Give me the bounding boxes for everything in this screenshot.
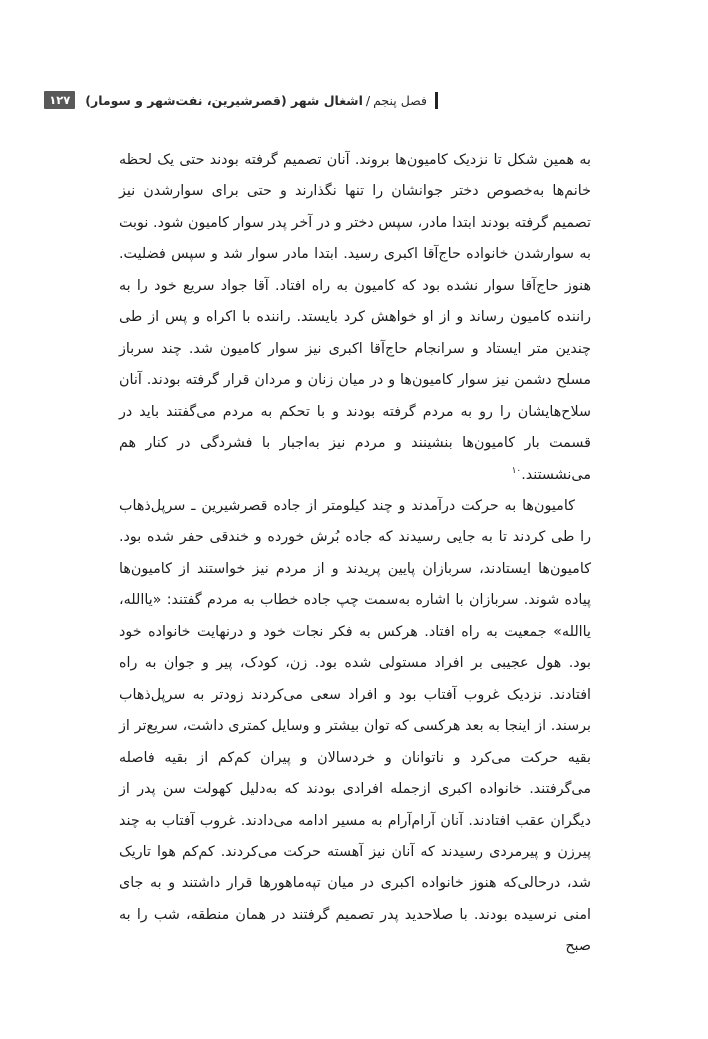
header-text bbox=[85, 93, 427, 108]
footnote-reference: ۱۰ bbox=[511, 465, 522, 476]
running-header bbox=[38, 89, 438, 111]
paragraph-1-text: به همین شکل تا نزدیک کامیون‌ها بروند. آنان تصمیم گرفته بودند حتی یک لحظه خانم‌ها به‌خصوص دختر جوانشان را تنها نگذارند و حتی برای سوارشدن نیز تصمیم گرفته بودند ابتدا مادر، سپس دختر و در آخر پدر سوار کامیون شود. نوبت به سوارشدن خانواده حاج‌آقا اکبری رسید. ابتدا مادر سوار شد و سپس فضلیت. هنوز حاج‌آقا سوار نشده بود که کامیون به راه افتاد. آقا جواد سریع خود را به راننده کامیون رساند و از او خواهش کرد بایستد. راننده با اکراه و پس از طی چندین متر ایستاد و سرانجام حاج‌آقا اکبری نیز سوار کامیون شد. چند سرباز مسلح دشمن نیز سوار کامیون‌ها و در میان زنان و مردان قرار گرفته بودند. آنان سلاح‌هایشان را رو به مردم گرفته بودند و با تحکم به مردم می‌گفتند باید در قسمت بار کامیون‌ها بنشینند و مردم نیز به‌اجبار با فشردگی در کنار هم می‌نشستند. bbox=[119, 152, 591, 483]
header-separator: / bbox=[365, 92, 371, 108]
paragraph-2 bbox=[119, 491, 591, 963]
paragraph-1 bbox=[119, 145, 591, 491]
paragraph-2-text: کامیون‌ها به حرکت درآمدند و چند کیلومتر از جاده قصرشیرین ـ سرپل‌ذهاب را طی کردند تا به جایی رسیدند که جاده بُرش خورده و خندقی حفر شده بود. کامیون‌ها ایستادند، سربازان پایین پریدند و از مردم نیز خواستند از کامیون‌ها پیاده شوند. سربازان با اشاره به‌سمت چپ جاده خطاب به مردم گفتند: «یاالله، یاالله» جمعیت به راه افتاد. هرکس به فکر نجات خود و درنهایت خانواده خود بود. هول عجیبی بر افراد مستولی شده بود. زن، کودک، پیر و جوان به راه افتادند. نزدیک غروب آفتاب بود و افراد سعی می‌کردند زودتر به سرپل‌ذهاب برسند. از اینجا به بعد هرکسی که توان بیشتر و وسایل کمتری داشت، سریع‌تر از بقیه حرکت می‌کرد و ناتوانان و خردسالان و پیران کم‌کم از بقیه فاصله می‌گرفتند. خانواده اکبری ازجمله افرادی بودند که به‌دلیل کهولت سن پدر از دیگران عقب افتادند. آنان آرام‌آرام به مسیر ادامه می‌دادند. غروب آفتاب به چند پیرزن و پیرمردی رسیدند که آنان نیز آهسته حرکت می‌کردند. کم‌کم هوا تاریک شد، درحالی‌که هنوز خانواده اکبری در میان تپه‌ماهورها قرار داشتند و به جای امنی نرسیده بودند. با صلاحدید پدر تصمیم گرفتند در همان منطقه، شب را به صبح bbox=[119, 497, 591, 955]
body-text bbox=[119, 145, 591, 963]
page-number: ۱۲۷ bbox=[44, 91, 75, 109]
header-divider-bar bbox=[435, 92, 438, 109]
header-title: اشغال شهر (قصرشیرین، نفت‌شهر و سومار) bbox=[85, 92, 363, 108]
header-chapter: فصل پنجم bbox=[373, 92, 427, 108]
